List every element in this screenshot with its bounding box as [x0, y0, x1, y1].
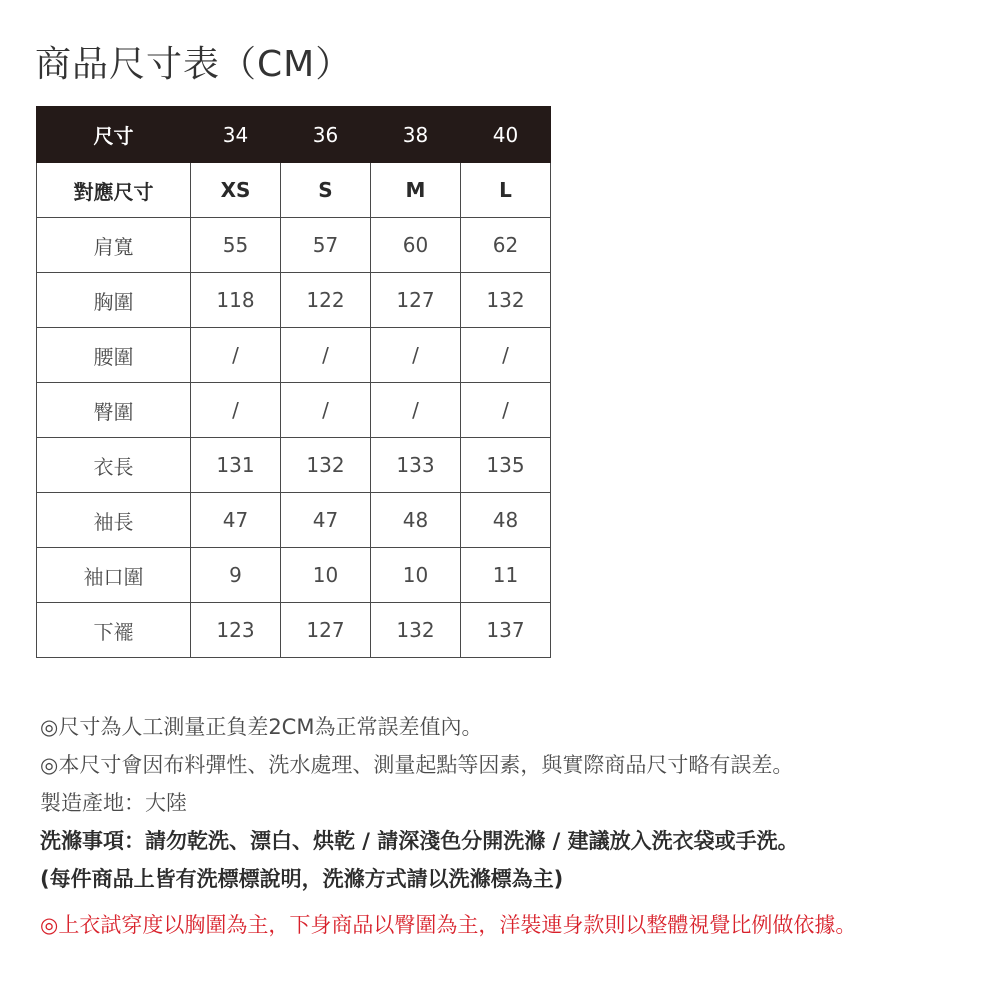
- row-value-cell: /: [281, 383, 371, 438]
- row-value-cell: 10: [371, 548, 461, 603]
- table-header-row: [37, 107, 551, 163]
- note-size-variance: ◎本尺寸會因布料彈性、洗水處理、測量起點等因素，與實際商品尺寸略有誤差。: [40, 753, 794, 777]
- row-label-cell: 臀圍: [37, 383, 191, 438]
- row-value-cell: 131: [191, 438, 281, 493]
- row-value-cell: 123: [191, 603, 281, 658]
- row-value-cell: 132: [371, 603, 461, 658]
- row-value-cell: 132: [281, 438, 371, 493]
- row-value-cell: /: [191, 383, 281, 438]
- row-label-cell: 衣長: [37, 438, 191, 493]
- row-value-cell: /: [461, 328, 551, 383]
- row-value-cell: 127: [281, 603, 371, 658]
- alias-label-cell: 對應尺寸: [37, 163, 191, 218]
- note-washing-instructions: 洗滌事項：請勿乾洗、漂白、烘乾 / 請深淺色分開洗滌 / 建議放入洗衣袋或手洗。: [40, 829, 799, 853]
- row-value-cell: 60: [371, 218, 461, 273]
- row-value-cell: 57: [281, 218, 371, 273]
- table-row: [37, 218, 551, 273]
- table-row: [37, 548, 551, 603]
- header-size-cell: 34: [191, 107, 281, 163]
- table-row: [37, 273, 551, 328]
- row-value-cell: /: [371, 383, 461, 438]
- table-row: [37, 493, 551, 548]
- row-value-cell: 47: [191, 493, 281, 548]
- note-fit-guidance: ◎上衣試穿度以胸圍為主，下身商品以臀圍為主，洋裝連身款則以整體視覺比例做依據。: [40, 913, 857, 937]
- page-title: 商品尺寸表（CM）: [35, 44, 353, 85]
- row-value-cell: /: [461, 383, 551, 438]
- row-value-cell: 127: [371, 273, 461, 328]
- row-label-cell: 腰圍: [37, 328, 191, 383]
- row-value-cell: 10: [281, 548, 371, 603]
- size-table: [36, 106, 551, 658]
- row-value-cell: 122: [281, 273, 371, 328]
- row-value-cell: /: [371, 328, 461, 383]
- row-value-cell: /: [281, 328, 371, 383]
- header-size-cell: 40: [461, 107, 551, 163]
- row-value-cell: 47: [281, 493, 371, 548]
- row-label-cell: 下襬: [37, 603, 191, 658]
- row-value-cell: 11: [461, 548, 551, 603]
- row-label-cell: 袖口圍: [37, 548, 191, 603]
- alias-size-cell: M: [371, 163, 461, 218]
- row-value-cell: 118: [191, 273, 281, 328]
- alias-size-cell: XS: [191, 163, 281, 218]
- note-washing-label: (每件商品上皆有洗標標說明，洗滌方式請以洗滌標為主): [40, 867, 564, 891]
- table-row: [37, 383, 551, 438]
- row-value-cell: 133: [371, 438, 461, 493]
- row-value-cell: 48: [461, 493, 551, 548]
- alias-size-cell: L: [461, 163, 551, 218]
- row-value-cell: 62: [461, 218, 551, 273]
- note-measurement-tolerance: ◎尺寸為人工測量正負差2CM為正常誤差值內。: [40, 715, 483, 739]
- row-label-cell: 胸圍: [37, 273, 191, 328]
- row-label-cell: 肩寬: [37, 218, 191, 273]
- header-size-cell: 36: [281, 107, 371, 163]
- row-value-cell: 55: [191, 218, 281, 273]
- row-value-cell: /: [191, 328, 281, 383]
- notes-section: [40, 708, 995, 944]
- row-value-cell: 48: [371, 493, 461, 548]
- row-label-cell: 袖長: [37, 493, 191, 548]
- header-label-cell: 尺寸: [37, 107, 191, 163]
- row-value-cell: 132: [461, 273, 551, 328]
- table-row: [37, 328, 551, 383]
- table-row: [37, 603, 551, 658]
- alias-size-cell: S: [281, 163, 371, 218]
- note-origin: 製造產地：大陸: [40, 791, 187, 815]
- row-value-cell: 135: [461, 438, 551, 493]
- alias-size-row: [37, 163, 551, 218]
- header-size-cell: 38: [371, 107, 461, 163]
- row-value-cell: 9: [191, 548, 281, 603]
- table-row: [37, 438, 551, 493]
- row-value-cell: 137: [461, 603, 551, 658]
